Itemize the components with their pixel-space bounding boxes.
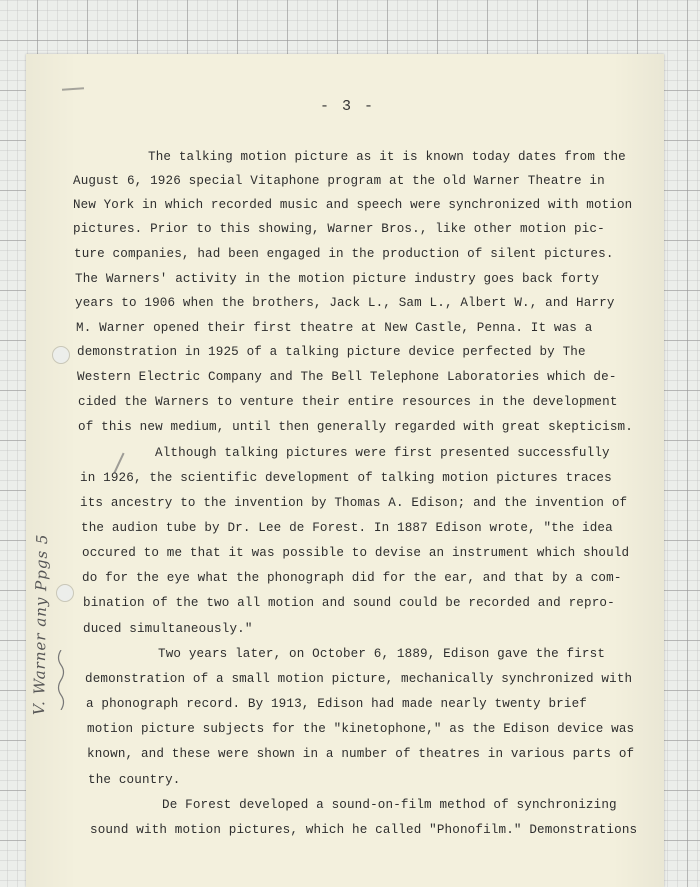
margin-squiggle-icon bbox=[55, 650, 67, 710]
text-line: years to 1906 when the brothers, Jack L., Sam L., Albert W., and Harry bbox=[75, 296, 615, 310]
text-line: The talking motion picture as it is known today dates from the bbox=[148, 150, 626, 164]
text-line: August 6, 1926 special Vitaphone program at the old Warner Theatre in bbox=[73, 174, 605, 188]
text-line: its ancestry to the invention by Thomas A. Edison; and the invention of bbox=[80, 496, 628, 510]
text-line: a phonograph record. By 1913, Edison had made nearly twenty brief bbox=[86, 697, 587, 711]
text-line: ture companies, had been engaged in the production of silent pictures. bbox=[74, 247, 614, 261]
text-line: Western Electric Company and The Bell Telephone Laboratories which de- bbox=[77, 370, 617, 384]
text-line: bination of the two all motion and sound could be recorded and repro- bbox=[83, 596, 615, 610]
text-line: Although talking pictures were first presented successfully bbox=[155, 446, 610, 460]
text-line: demonstration in 1925 of a talking picture device perfected by The bbox=[77, 345, 586, 359]
text-line: the audion tube by Dr. Lee de Forest. In 1887 Edison wrote, "the idea bbox=[81, 521, 613, 535]
text-line: sound with motion pictures, which he called "Phonofilm." Demonstrations bbox=[90, 823, 638, 837]
text-line: in 1926, the scientific development of talking motion pictures traces bbox=[80, 471, 612, 485]
page-number: - 3 - bbox=[320, 98, 376, 115]
text-line: New York in which recorded music and speech were synchronized with motion bbox=[73, 198, 633, 212]
text-line: pictures. Prior to this showing, Warner Bros., like other motion pic- bbox=[73, 222, 605, 236]
text-line: duced simultaneously." bbox=[83, 622, 253, 636]
text-line: do for the eye what the phonograph did for the ear, and that by a com- bbox=[82, 571, 622, 585]
text-line: De Forest developed a sound-on-film method of synchronizing bbox=[162, 798, 617, 812]
punch-hole bbox=[52, 346, 70, 364]
text-line: of this new medium, until then generally regarded with great skepticism. bbox=[78, 420, 633, 434]
text-line: Two years later, on October 6, 1889, Edison gave the first bbox=[158, 647, 606, 661]
text-line: known, and these were shown in a number of theatres in various parts of bbox=[87, 747, 635, 761]
text-line: the country. bbox=[88, 773, 181, 787]
text-line: occured to me that it was possible to devise an instrument which should bbox=[82, 546, 630, 560]
punch-hole bbox=[56, 584, 74, 602]
text-line: motion picture subjects for the "kinetophone," as the Edison device was bbox=[87, 722, 635, 736]
handwritten-margin-note: V. Warner any Ppgs 5 bbox=[30, 533, 52, 716]
text-line: The Warners' activity in the motion picture industry goes back forty bbox=[75, 272, 600, 286]
text-line: demonstration of a small motion picture, mechanically synchronized with bbox=[85, 672, 633, 686]
text-line: cided the Warners to venture their entire resources in the development bbox=[78, 395, 618, 409]
text-line: M. Warner opened their first theatre at New Castle, Penna. It was a bbox=[76, 321, 593, 335]
